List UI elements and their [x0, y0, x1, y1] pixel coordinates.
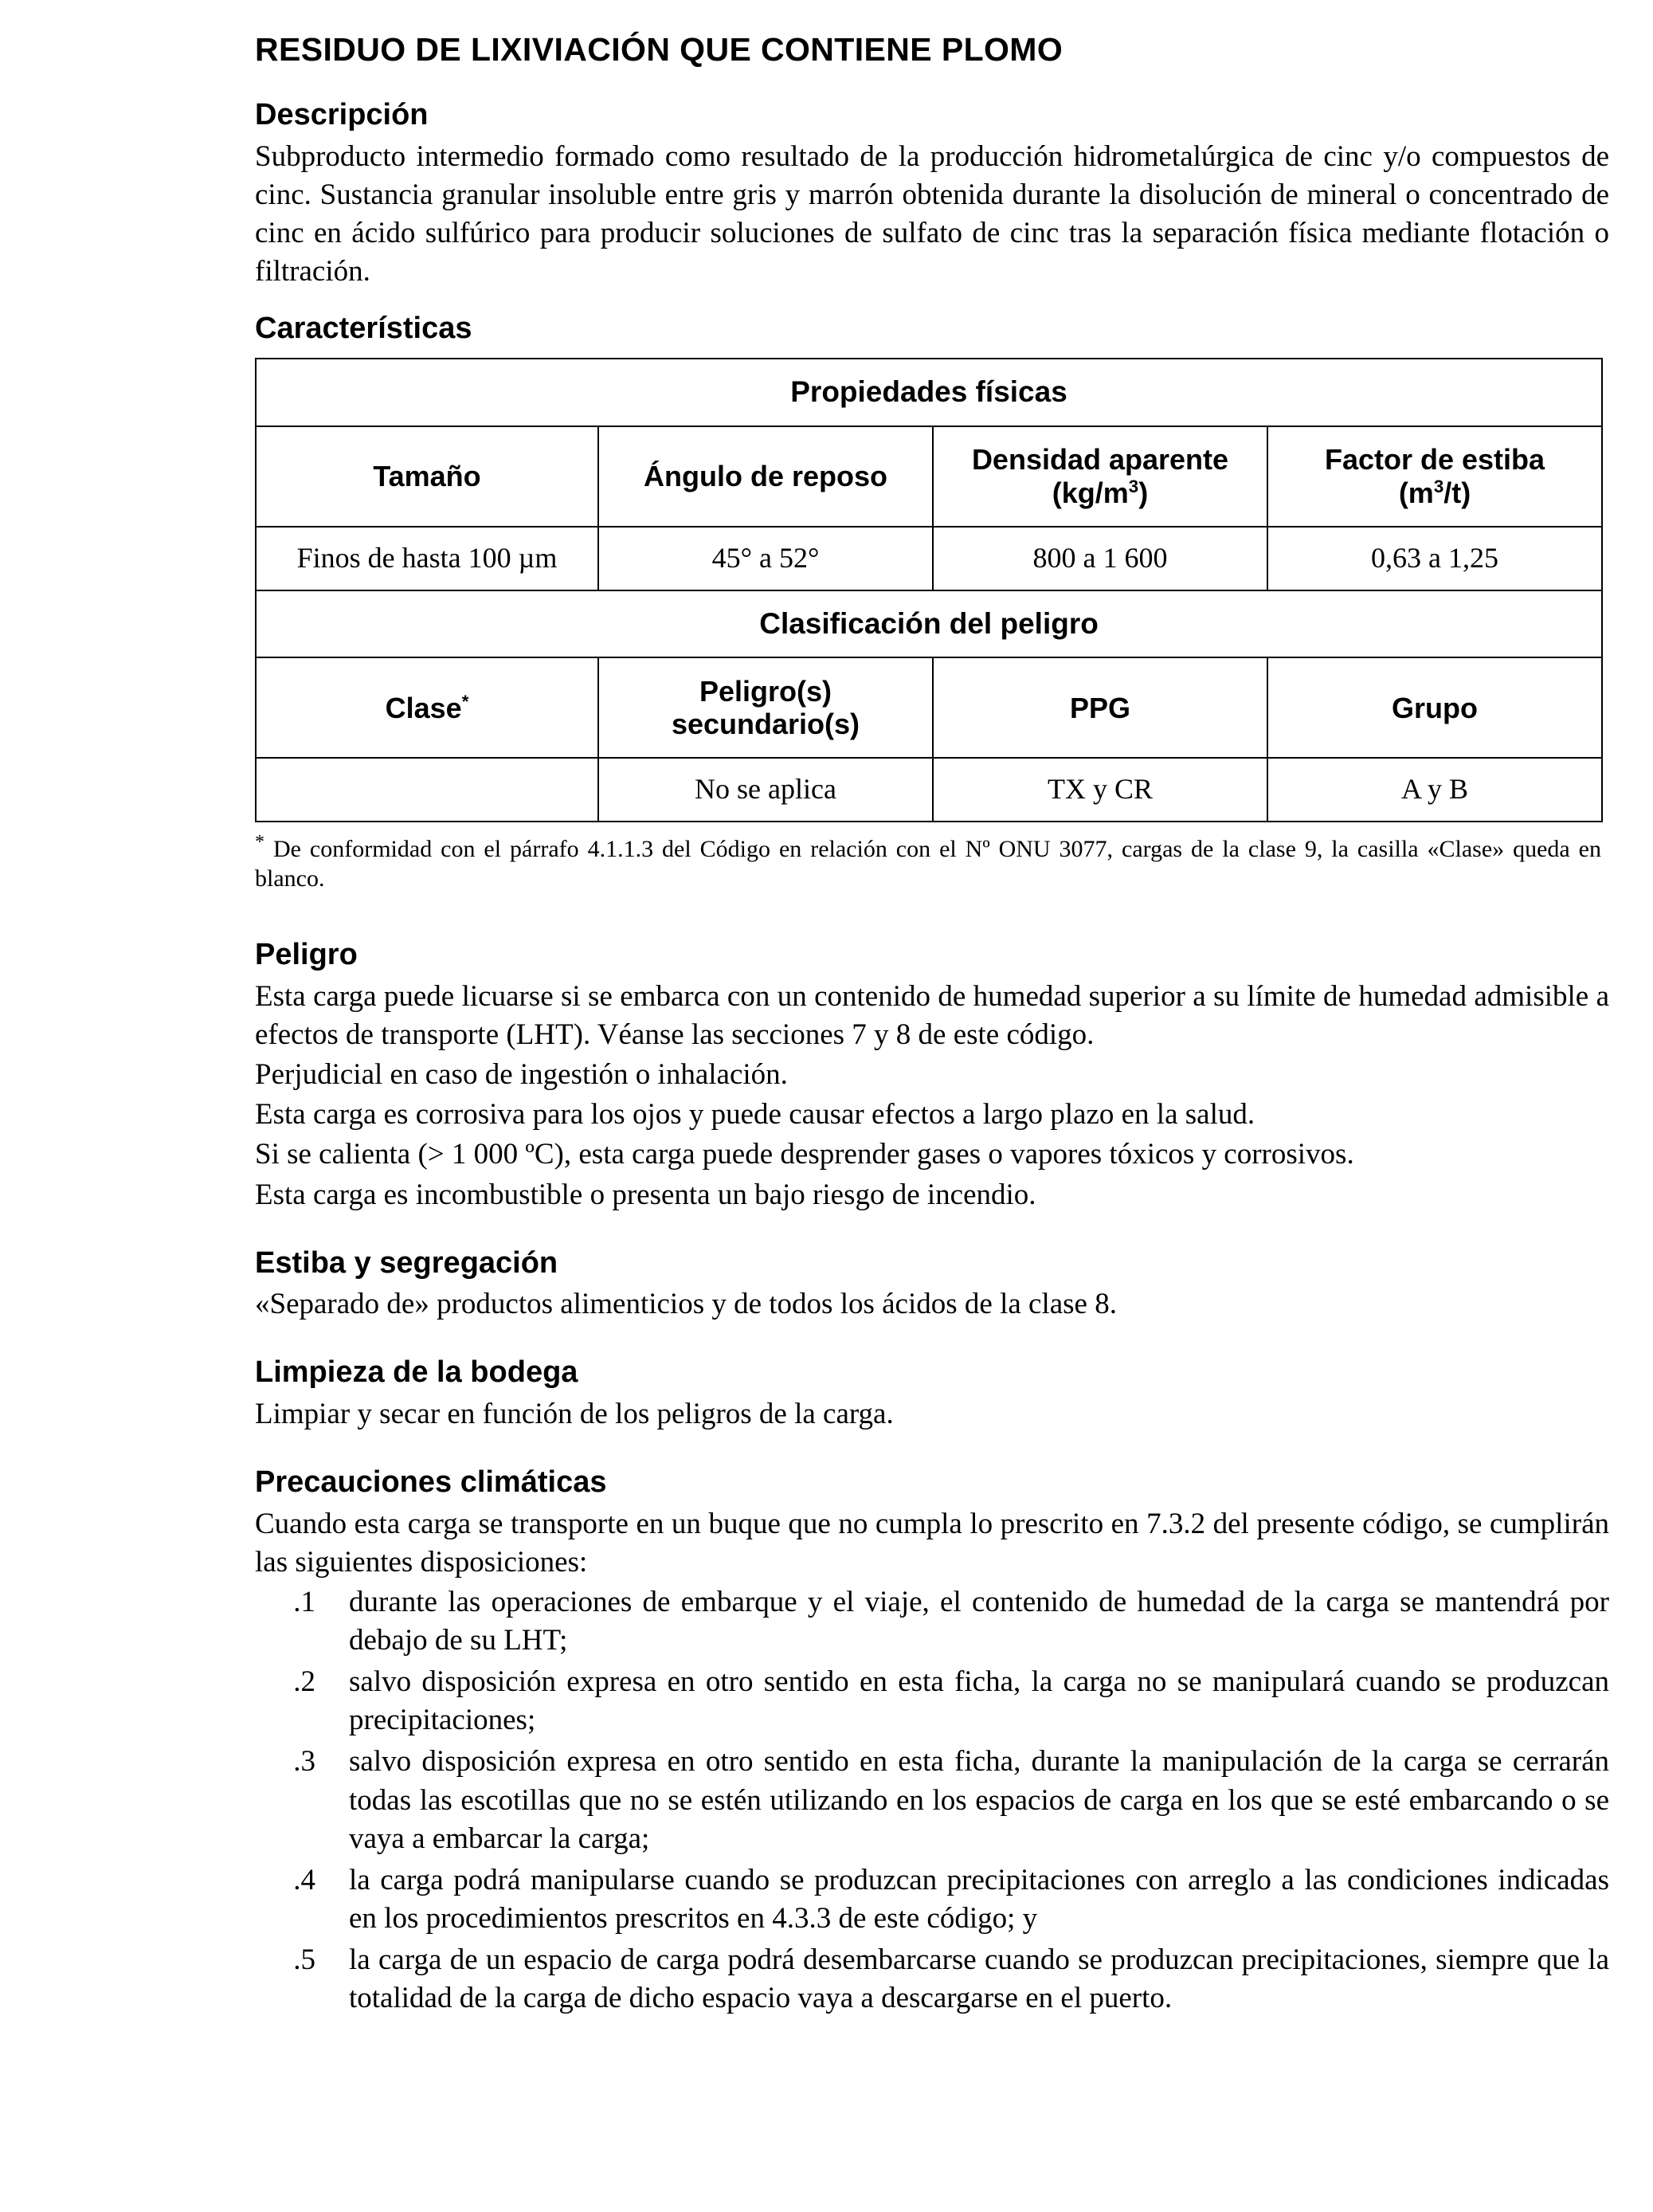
- list-item-text: salvo disposición expresa en otro sentido en esta ficha, durante la manipulación de la carga se cerrarán todas las escotillas que no se estén utilizando en los espacios de carga en los que se esté embarcando o se vaya a embarcar la carga;: [349, 1745, 1609, 1855]
- paragraph-peligro-4: Si se calienta (> 1 000 ºC), esta carga puede desprender gases o vapores tóxicos y corrosivos.: [255, 1138, 1354, 1171]
- list-item-text: salvo disposición expresa en otro sentido en esta ficha, la carga no se manipulará cuando se produzcan precipitaciones;: [349, 1665, 1609, 1737]
- characteristics-table: [255, 358, 1603, 822]
- header-size: Tamaño: [256, 426, 598, 527]
- section-caracteristicas: [255, 312, 1609, 893]
- table-row-hazard-banner: [256, 590, 1602, 658]
- value-group: A y B: [1267, 758, 1602, 822]
- heading-caracteristicas: Características: [255, 312, 472, 346]
- physical-properties-banner: Propiedades físicas: [256, 359, 1602, 426]
- paragraph-peligro-3: Esta carga es corrosiva para los ojos y puede causar efectos a largo plazo en la salud.: [255, 1098, 1255, 1131]
- list-item-number: .1: [293, 1586, 315, 1619]
- list-item-text: la carga de un espacio de carga podrá desembarcarse cuando se produzcan precipitaciones, siempre que la totalidad de la carga de dicho espacio vaya a descargarse en el puerto.: [349, 1943, 1609, 2014]
- list-item-text: durante las operaciones de embarque y el viaje, el contenido de humedad de la carga se mantendrá por debajo de su LHT;: [349, 1586, 1609, 1657]
- paragraph-estiba: «Separado de» productos alimenticios y de todos los ácidos de la clase 8.: [255, 1288, 1117, 1321]
- header-bulk-density: [933, 426, 1267, 527]
- heading-precauciones: Precauciones climáticas: [255, 1465, 607, 1500]
- header-ppg: PPG: [933, 657, 1267, 758]
- paragraph-precauciones-intro: Cuando esta carga se transporte en un buque que no cumpla lo prescrito en 7.3.2 del presente código, se cumplirán las siguientes disposiciones:: [255, 1507, 1609, 1579]
- list-item-number: .5: [293, 1943, 315, 1976]
- table-row-physical-banner: [256, 359, 1602, 426]
- table-row-physical-values: [256, 527, 1602, 590]
- page-content: [255, 32, 1609, 2018]
- value-size: Finos de hasta 100 µm: [256, 527, 598, 590]
- footnote-text: De conformidad con el párrafo 4.1.1.3 del Código en relación con el Nº ONU 3077, cargas de la clase 9, la casilla «Clase» queda en blanco.: [255, 836, 1602, 892]
- header-group: Grupo: [1267, 657, 1602, 758]
- header-bulk-density-unit: $(kg/m^3)$: [1052, 476, 1149, 509]
- header-stowage-factor-unit: $(m^3/t)$: [1398, 476, 1471, 509]
- list-item: [255, 1743, 1609, 1857]
- value-class: [256, 758, 598, 822]
- paragraph-peligro-5: Esta carga es incombustible o presenta un bajo riesgo de incendio.: [255, 1178, 1036, 1211]
- value-subsidiary-hazards: No se aplica: [598, 758, 933, 822]
- list-item-text: la carga podrá manipularse cuando se produzcan precipitaciones con arreglo a las condiciones indicadas en los procedimientos prescritos en 4.3.3 de este código; y: [349, 1863, 1609, 1935]
- table-row-physical-headers: [256, 426, 1602, 527]
- paragraph-peligro-2: Perjudicial en caso de ingestión o inhalación.: [255, 1058, 788, 1092]
- header-angle-of-repose: Ángulo de reposo: [598, 426, 933, 527]
- list-item: [255, 1663, 1609, 1739]
- value-angle-of-repose: 45° a 52°: [598, 527, 933, 590]
- paragraph-limpieza: Limpiar y secar en función de los peligros de la carga.: [255, 1398, 894, 1431]
- heading-limpieza: Limpieza de la bodega: [255, 1355, 578, 1390]
- header-subsidiary-hazards-line1: Peligro(s): [699, 674, 832, 708]
- header-stowage-factor: [1267, 426, 1602, 527]
- value-bulk-density: 800 a 1 600: [933, 527, 1267, 590]
- section-estiba: [255, 1246, 1609, 1324]
- precauciones-list: [255, 1583, 1609, 2018]
- heading-peligro: Peligro: [255, 938, 358, 972]
- list-item: [255, 1861, 1609, 1938]
- list-item-number: .3: [293, 1745, 315, 1779]
- header-subsidiary-hazards: [598, 657, 933, 758]
- header-bulk-density-line1: Densidad aparente: [971, 443, 1229, 476]
- table-row-hazard-headers: [256, 657, 1602, 758]
- value-stowage-factor: 0,63 a 1,25: [1267, 527, 1602, 590]
- section-limpieza: [255, 1355, 1609, 1433]
- class-footnote-marker: *: [461, 691, 469, 712]
- table-row-hazard-values: [256, 758, 1602, 822]
- heading-descripcion: Descripción: [255, 98, 429, 132]
- footnote-marker: *: [255, 832, 264, 853]
- paragraph-peligro-1: Esta carga puede licuarse si se embarca con un contenido de humedad superior a su límite de humedad admisible a efectos de transporte (LHT). Véanse las secciones 7 y 8 de este código.: [255, 980, 1609, 1052]
- section-descripcion: [255, 98, 1609, 291]
- table-footnote: [255, 832, 1602, 893]
- list-item: [255, 1583, 1609, 1660]
- heading-estiba: Estiba y segregación: [255, 1245, 558, 1280]
- header-class: Clase*: [256, 657, 598, 758]
- list-item-number: .2: [293, 1665, 315, 1699]
- header-stowage-factor-line1: Factor de estiba: [1324, 443, 1545, 476]
- section-precauciones: [255, 1465, 1609, 2018]
- paragraph-descripcion: Subproducto intermedio formado como resultado de la producción hidrometalúrgica de cinc y/o compuestos de cinc. Sustancia granular insoluble entre gris y marrón obtenida durante la disolución de mineral o concentrado de cinc en ácido sulfúrico para producir soluciones de sulfato de cinc tras la separación física mediante flotación o filtración.: [255, 139, 1609, 288]
- hazard-classification-banner: Clasificación del peligro: [256, 590, 1602, 658]
- section-peligro: [255, 938, 1609, 1214]
- list-item: [255, 1941, 1609, 2018]
- value-ppg: TX y CR: [933, 758, 1267, 822]
- page-title: RESIDUO DE LIXIVIACIÓN QUE CONTIENE PLOMO: [255, 31, 1063, 68]
- header-subsidiary-hazards-line2: secundario(s): [671, 708, 860, 741]
- list-item-number: .4: [293, 1863, 315, 1896]
